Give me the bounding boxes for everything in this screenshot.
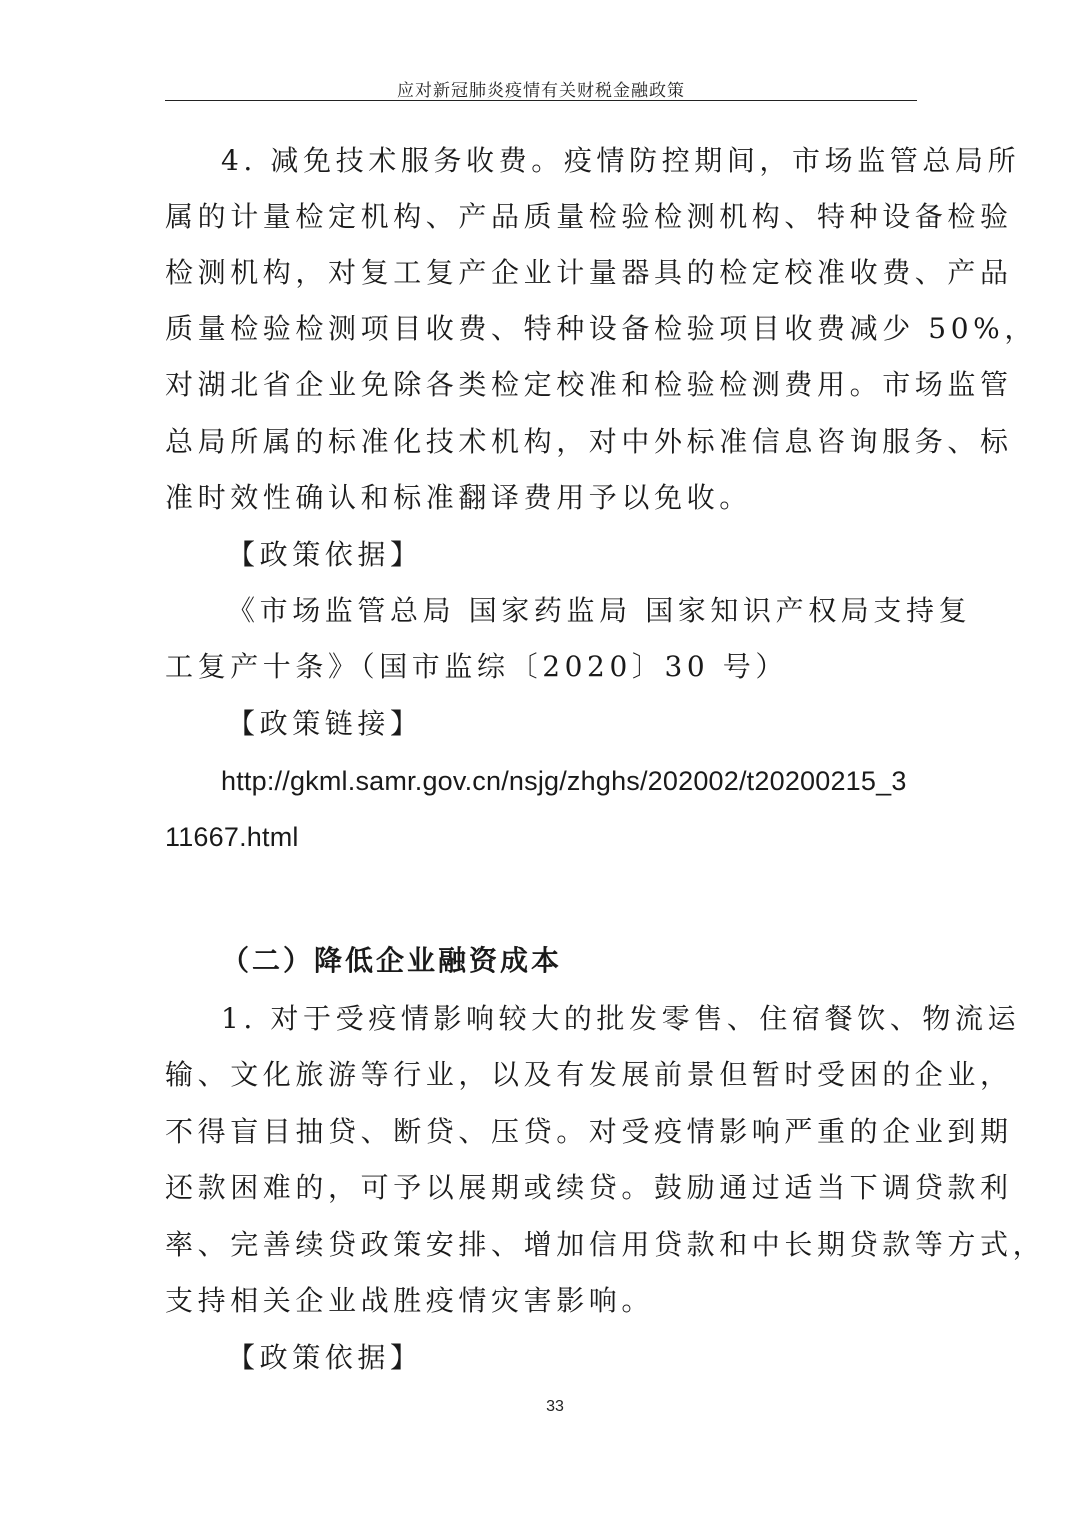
paragraph-line: 率、完善续贷政策安排、增加信用贷款和中长期贷款等方式，: [165, 1228, 1046, 1261]
paragraph-line: 准时效性确认和标准翻译费用予以免收。: [165, 481, 752, 514]
policy-basis-line: 工复产十条》（国市监综〔2020〕30 号）: [165, 650, 788, 683]
paragraph-line: 不得盲目抽贷、断贷、压贷。对受疫情影响严重的企业到期: [165, 1115, 1013, 1148]
policy-link-label: 【政策链接】: [227, 707, 423, 740]
paragraph-line: 质量检验检测项目收费、特种设备检验项目收费减少 50%，: [165, 312, 1037, 345]
policy-link-url[interactable]: http://gkml.samr.gov.cn/nsjg/zhghs/202002/t20200215_3: [221, 766, 907, 796]
paragraph-line: 检测机构，对复工复产企业计量器具的检定校准收费、产品: [165, 256, 1013, 289]
paragraph-line: 还款困难的，可予以展期或续贷。鼓励通过适当下调贷款利: [165, 1171, 1013, 1204]
running-header: 应对新冠肺炎疫情有关财税金融政策: [397, 81, 685, 101]
paragraph-line: 支持相关企业战胜疫情灾害影响。: [165, 1284, 655, 1317]
paragraph-line: 4. 减免技术服务收费。疫情防控期间，市场监管总局所: [221, 144, 1021, 177]
page-number: 33: [546, 1398, 564, 1415]
paragraph-line: 总局所属的标准化技术机构，对中外标准信息咨询服务、标: [165, 425, 1013, 458]
policy-link-url-continued[interactable]: 11667.html: [165, 822, 299, 852]
policy-basis-line: 《市场监管总局 国家药监局 国家知识产权局支持复: [227, 594, 972, 627]
policy-basis-label: 【政策依据】: [227, 538, 423, 571]
paragraph-line: 输、文化旅游等行业，以及有发展前景但暂时受困的企业，: [165, 1058, 1013, 1091]
policy-basis-label: 【政策依据】: [227, 1341, 423, 1374]
header-rule: [165, 100, 917, 101]
paragraph-line: 1. 对于受疫情影响较大的批发零售、住宿餐饮、物流运: [221, 1002, 1021, 1035]
paragraph-line: 对湖北省企业免除各类检定校准和检验检测费用。市场监管: [165, 368, 1013, 401]
section-heading: （二）降低企业融资成本: [221, 944, 563, 977]
paragraph-line: 属的计量检定机构、产品质量检验检测机构、特种设备检验: [165, 200, 1013, 233]
